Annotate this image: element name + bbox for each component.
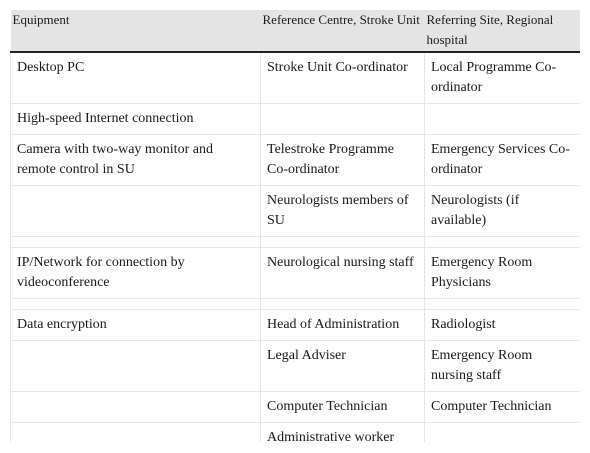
cell-referring-site	[425, 299, 581, 310]
table-row	[11, 52, 581, 104]
cell-referring-site	[425, 237, 581, 248]
equipment-table-container	[10, 10, 580, 442]
table-row	[11, 341, 581, 392]
cell-equipment	[11, 299, 261, 310]
cell-reference-centre: Administrative worker	[261, 423, 425, 443]
table-row-spacer	[11, 237, 581, 248]
cell-reference-centre: Neurologists members of SU	[261, 186, 425, 237]
cell-equipment: Data encryption	[11, 310, 261, 341]
cell-referring-site: Computer Technician	[425, 392, 581, 423]
table-row	[11, 186, 581, 237]
header-reference-centre: Reference Centre, Stroke Unit	[261, 10, 425, 52]
cell-equipment	[11, 237, 261, 248]
header-equipment: Equipment	[11, 10, 261, 52]
cell-reference-centre	[261, 299, 425, 310]
cell-reference-centre	[261, 237, 425, 248]
header-row	[11, 10, 581, 52]
cell-equipment: IP/Network for connection by videoconference	[11, 248, 261, 299]
cell-reference-centre: Legal Adviser	[261, 341, 425, 392]
table-row	[11, 392, 581, 423]
table-row	[11, 104, 581, 135]
cell-reference-centre: Telestroke Programme Co-ordinator	[261, 135, 425, 186]
cell-referring-site: Emergency Room nursing staff	[425, 341, 581, 392]
cell-equipment: High-speed Internet connection	[11, 104, 261, 135]
cell-reference-centre: Stroke Unit Co-ordinator	[261, 52, 425, 104]
cell-referring-site: Radiologist	[425, 310, 581, 341]
cell-reference-centre	[261, 104, 425, 135]
cell-reference-centre: Neurological nursing staff	[261, 248, 425, 299]
cell-equipment: Camera with two-way monitor and remote control in SU	[11, 135, 261, 186]
cell-reference-centre: Computer Technician	[261, 392, 425, 423]
cell-referring-site	[425, 423, 581, 443]
cell-referring-site: Local Programme Co-ordinator	[425, 52, 581, 104]
cell-equipment	[11, 392, 261, 423]
cell-equipment	[11, 186, 261, 237]
table-row	[11, 135, 581, 186]
cell-equipment	[11, 423, 261, 443]
cell-referring-site: Emergency Room Physicians	[425, 248, 581, 299]
cell-equipment: Desktop PC	[11, 52, 261, 104]
equipment-staff-table	[10, 10, 580, 442]
cell-referring-site: Emergency Services Co-ordinator	[425, 135, 581, 186]
table-row	[11, 310, 581, 341]
cell-reference-centre: Head of Administration	[261, 310, 425, 341]
table-header	[11, 10, 581, 52]
table-row	[11, 423, 581, 443]
header-referring-site: Referring Site, Regional hospital	[425, 10, 581, 52]
table-row	[11, 248, 581, 299]
cell-equipment	[11, 341, 261, 392]
table-row-spacer	[11, 299, 581, 310]
table-body	[11, 52, 581, 442]
cell-referring-site: Neurologists (if available)	[425, 186, 581, 237]
cell-referring-site	[425, 104, 581, 135]
